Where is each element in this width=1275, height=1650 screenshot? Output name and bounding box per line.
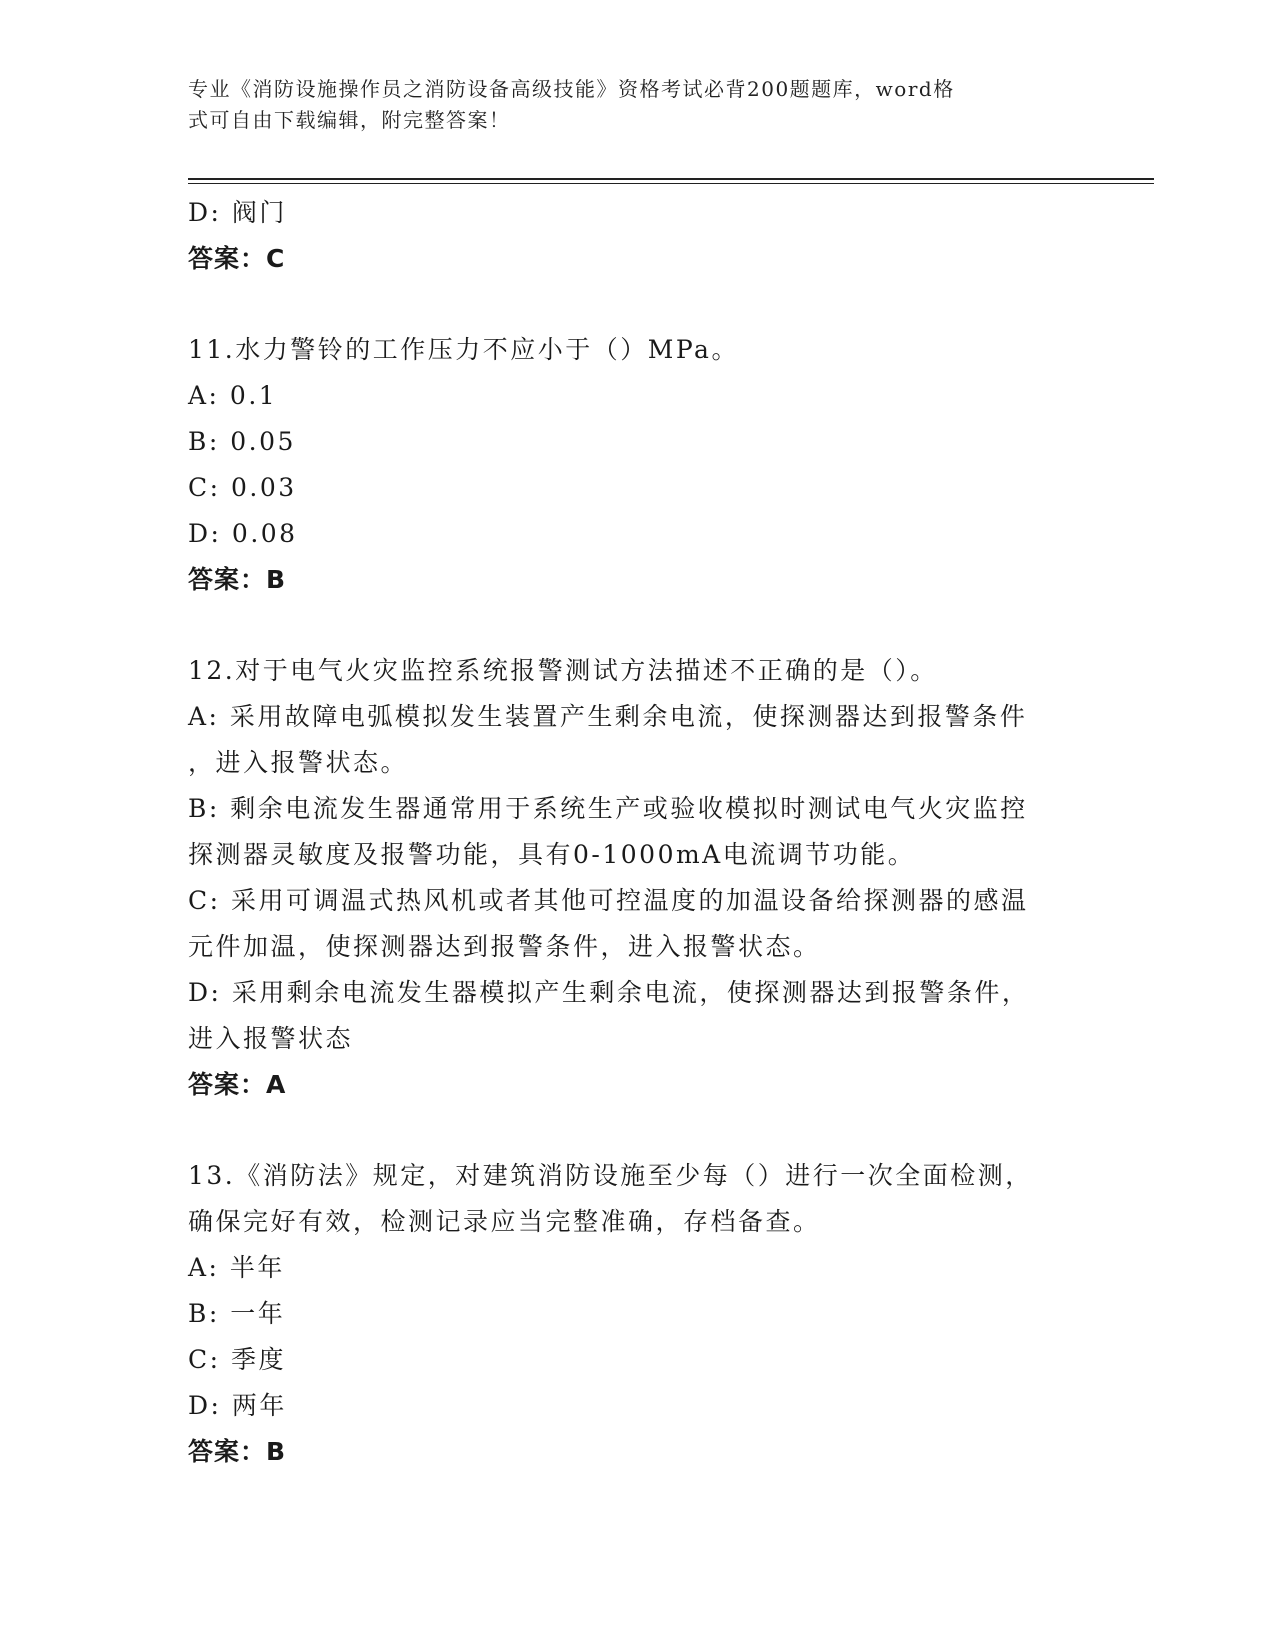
option-c: C: 0.03 (188, 473, 297, 502)
question-stem: 12.对于电气火灾监控系统报警测试方法描述不正确的是（）。 (188, 656, 938, 685)
spacer (188, 282, 1078, 327)
header-divider-thick (188, 178, 1154, 180)
question-13 (188, 1153, 1078, 1475)
option-d-line-1: D: 采用剩余电流发生器模拟产生剩余电流，使探测器达到报警条件， (188, 978, 1030, 1007)
option-c: C: 季度 (188, 1345, 286, 1374)
question-list (188, 190, 1078, 1475)
answer-line: 答案：C (188, 244, 286, 273)
answer-line: 答案：A (188, 1070, 287, 1099)
option-d-line-2: 进入报警状态 (188, 1024, 354, 1053)
question-12 (188, 648, 1078, 1108)
spacer (188, 603, 1078, 648)
option-d: D: 阀门 (188, 198, 287, 227)
option-c-line-1: C: 采用可调温式热风机或者其他可控温度的加温设备给探测器的感温 (188, 886, 1029, 915)
header-line-1: 专业《消防设施操作员之消防设备高级技能》资格考试必背200题题库，word格 (188, 77, 955, 101)
answer-line: 答案：B (188, 1437, 287, 1466)
option-d: D: 0.08 (188, 519, 298, 548)
option-a: A: 0.1 (188, 381, 278, 410)
previous-question-tail (188, 190, 1078, 282)
header-line-2: 式可自由下载编辑，附完整答案！ (188, 108, 511, 132)
question-11 (188, 327, 1078, 603)
option-a: A: 半年 (188, 1253, 285, 1282)
question-stem-line-2: 确保完好有效，检测记录应当完整准确，存档备查。 (188, 1207, 821, 1236)
option-c-line-2: 元件加温，使探测器达到报警条件，进入报警状态。 (188, 932, 821, 961)
option-b-line-1: B: 剩余电流发生器通常用于系统生产或验收模拟时测试电气火灾监控 (188, 794, 1028, 823)
option-b: B: 0.05 (188, 427, 296, 456)
question-stem: 11.水力警铃的工作压力不应小于（）MPa。 (188, 335, 739, 364)
option-a-line-2: ，进入报警状态。 (188, 748, 409, 777)
option-b: B: 一年 (188, 1299, 286, 1328)
document-header (188, 74, 1068, 136)
option-b-line-2: 探测器灵敏度及报警功能，具有0-1000mA电流调节功能。 (188, 840, 916, 869)
question-stem-line-1: 13.《消防法》规定，对建筑消防设施至少每（）进行一次全面检测， (188, 1161, 1033, 1190)
spacer (188, 1108, 1078, 1153)
answer-line: 答案：B (188, 565, 287, 594)
option-a-line-1: A: 采用故障电弧模拟发生装置产生剩余电流，使探测器达到报警条件 (188, 702, 1028, 731)
option-d: D: 两年 (188, 1391, 287, 1420)
header-divider-thin (188, 183, 1154, 184)
